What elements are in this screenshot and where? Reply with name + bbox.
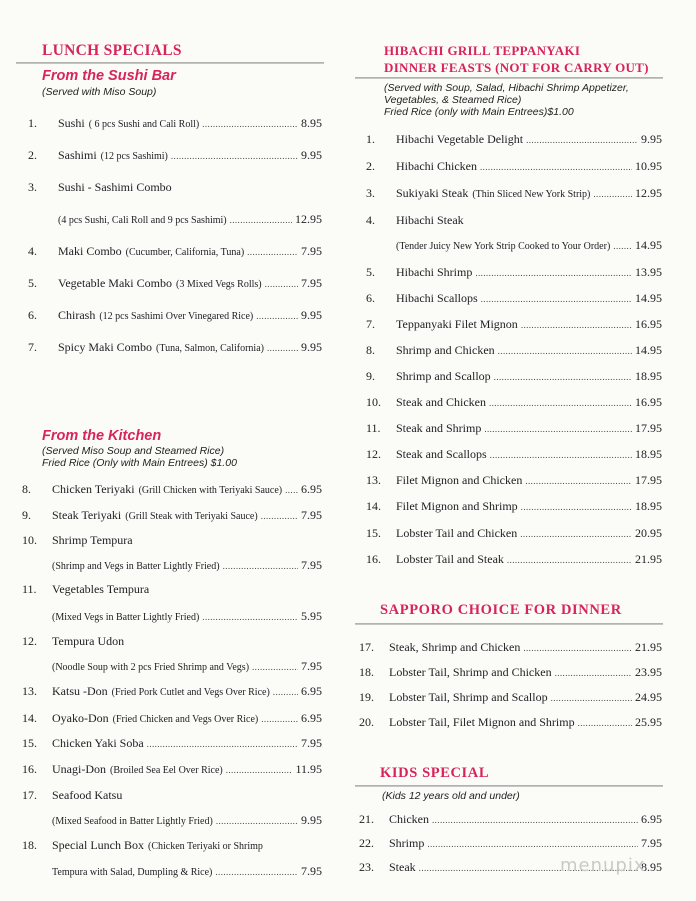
menu-item bbox=[22, 837, 322, 855]
menu-item-number: 19. bbox=[359, 690, 374, 704]
menu-item-detail: (3 Mixed Vegs Rolls) bbox=[175, 279, 262, 290]
menu-item-number: 1. bbox=[366, 132, 375, 146]
hibachi-note: (Served with Soup, Salad, Hibachi Shrimp Appetizer, Vegetables, & Steamed Rice) Fried Rice (only with Main Entrees)$1.00 bbox=[384, 82, 629, 118]
dot-leader bbox=[521, 499, 632, 515]
menu-item-name: Oyako-Don bbox=[52, 711, 109, 725]
menu-item-detail: (12 pcs Sashimi) bbox=[100, 151, 168, 162]
dot-leader bbox=[507, 552, 632, 568]
menu-item bbox=[22, 481, 322, 499]
menu-item-name: Special Lunch Box bbox=[52, 838, 144, 852]
dot-leader bbox=[520, 526, 632, 542]
menu-item bbox=[359, 811, 662, 828]
menu-item-price: 6.95 bbox=[301, 482, 322, 496]
menu-item-price: 7.95 bbox=[301, 659, 322, 673]
menu-item-price: 9.95 bbox=[301, 813, 322, 827]
menu-item-name: Hibachi Scallops bbox=[396, 291, 478, 305]
menu-item bbox=[366, 158, 662, 175]
menu-item bbox=[22, 735, 322, 752]
menu-item-name: Lobster Tail and Chicken bbox=[396, 526, 518, 540]
dot-leader bbox=[475, 265, 632, 281]
kids-heading-rule bbox=[355, 785, 663, 787]
menu-item-name: Maki Combo bbox=[58, 244, 122, 258]
menu-item-price: 20.95 bbox=[635, 526, 662, 540]
menu-item bbox=[366, 368, 662, 385]
menu-item-price: 10.95 bbox=[635, 159, 662, 173]
menu-item bbox=[366, 264, 662, 281]
dot-leader bbox=[202, 609, 298, 625]
menu-item-name: Katsu -Don bbox=[52, 684, 108, 698]
menu-item-name: Teppanyaki Filet Mignon bbox=[396, 317, 518, 331]
menu-item-name: Hibachi Chicken bbox=[396, 159, 477, 173]
menu-item-detail: (Fried Chicken and Vegs Over Rice) bbox=[112, 714, 259, 725]
menu-item-number: 6. bbox=[28, 308, 37, 322]
hibachi-heading-line2: DINNER FEASTS (NOT FOR CARRY OUT) bbox=[384, 60, 649, 75]
menu-item-number: 8. bbox=[366, 343, 375, 357]
dot-leader bbox=[523, 640, 632, 656]
menu-item-number: 23. bbox=[359, 860, 374, 874]
menu-item bbox=[22, 507, 322, 525]
dot-leader bbox=[252, 659, 298, 675]
dot-leader bbox=[555, 665, 632, 681]
menu-item-number: 2. bbox=[28, 148, 37, 162]
menu-item-price: 25.95 bbox=[635, 715, 662, 729]
dot-leader bbox=[256, 308, 298, 324]
dot-leader bbox=[215, 864, 298, 880]
menu-item-price: 16.95 bbox=[635, 317, 662, 331]
menu-item bbox=[366, 185, 662, 203]
menu-item-price: 21.95 bbox=[635, 552, 662, 566]
menu-item-price: 12.95 bbox=[635, 186, 662, 200]
dot-leader bbox=[202, 116, 298, 132]
menu-item-number: 14. bbox=[22, 711, 37, 725]
menu-item-name: Chicken Teriyaki bbox=[52, 482, 135, 496]
menu-item-detail: (Mixed Vegs in Batter Lightly Fried) bbox=[52, 612, 200, 623]
menu-item bbox=[366, 498, 662, 515]
menu-item-number: 16. bbox=[22, 762, 37, 776]
menu-item-number: 7. bbox=[28, 340, 37, 354]
menu-item bbox=[28, 243, 322, 261]
menu-item bbox=[22, 812, 322, 830]
menu-item-detail: (Chicken Teriyaki or Shrimp bbox=[147, 841, 263, 852]
dot-leader bbox=[494, 369, 632, 385]
menu-item-price: 12.95 bbox=[295, 212, 322, 226]
dot-leader bbox=[267, 340, 298, 356]
dot-leader bbox=[147, 736, 298, 752]
menu-item bbox=[366, 316, 662, 333]
menu-item-name: Seafood Katsu bbox=[52, 788, 123, 802]
menu-item-name: Steak and Scallops bbox=[396, 447, 487, 461]
menu-item-name: Vegetables Tempura bbox=[52, 582, 150, 596]
menu-item-price: 7.95 bbox=[301, 244, 322, 258]
menu-item-name: Lobster Tail, Filet Mignon and Shrimp bbox=[389, 715, 575, 729]
menu-item-price: 6.95 bbox=[301, 684, 322, 698]
menu-item-number: 17. bbox=[359, 640, 374, 654]
menu-item bbox=[366, 551, 662, 568]
menu-item bbox=[28, 307, 322, 325]
dot-leader bbox=[526, 132, 638, 148]
menu-item-name: Filet Mignon and Shrimp bbox=[396, 499, 518, 513]
menu-item-name: Sushi bbox=[58, 116, 85, 130]
menu-item-name: Hibachi Shrimp bbox=[396, 265, 473, 279]
menu-item-price: 7.95 bbox=[301, 276, 322, 290]
menu-item-name: Lobster Tail and Steak bbox=[396, 552, 504, 566]
dot-leader bbox=[432, 812, 638, 828]
menu-item-number: 9. bbox=[22, 508, 31, 522]
menu-item bbox=[28, 211, 322, 229]
menu-item-number: 22. bbox=[359, 836, 374, 850]
menu-item bbox=[366, 446, 662, 463]
menu-item-number: 2. bbox=[366, 159, 375, 173]
menu-item-price: 21.95 bbox=[635, 640, 662, 654]
menu-item-number: 4. bbox=[28, 244, 37, 258]
dot-leader bbox=[521, 317, 632, 333]
menu-item-price: 8.95 bbox=[641, 860, 662, 874]
lunch-heading-rule bbox=[16, 62, 324, 64]
hibachi-heading-rule bbox=[355, 77, 663, 79]
menu-item-number: 17. bbox=[22, 788, 37, 802]
menu-item-number: 13. bbox=[366, 473, 381, 487]
menu-item bbox=[366, 212, 662, 228]
menu-item bbox=[28, 115, 322, 133]
menu-item-detail: Tempura with Salad, Dumpling & Rice) bbox=[52, 867, 213, 878]
menu-item-price: 17.95 bbox=[635, 473, 662, 487]
menu-item-name: Unagi-Don bbox=[52, 762, 106, 776]
menu-item-price: 5.95 bbox=[301, 609, 322, 623]
dot-leader bbox=[285, 482, 298, 498]
menu-item-name: Steak and Chicken bbox=[396, 395, 486, 409]
menu-item-price: 11.95 bbox=[295, 762, 322, 776]
menu-item bbox=[359, 835, 662, 852]
menu-item-price: 18.95 bbox=[635, 499, 662, 513]
menu-item-detail: (Broiled Sea Eel Over Rice) bbox=[110, 765, 223, 776]
menu-item-price: 23.95 bbox=[635, 665, 662, 679]
menu-item-name: Steak and Shrimp bbox=[396, 421, 482, 435]
menu-item bbox=[22, 608, 322, 626]
menu-item-number: 7. bbox=[366, 317, 375, 331]
menu-item-name: Chirash bbox=[58, 308, 96, 322]
menu-item-number: 15. bbox=[22, 736, 37, 750]
menu-item-detail: ( 6 pcs Sushi and Cali Roll) bbox=[88, 119, 200, 130]
menu-item-price: 7.95 bbox=[301, 864, 322, 878]
menu-item-number: 1. bbox=[28, 116, 37, 130]
menu-item-number: 18. bbox=[359, 665, 374, 679]
menu-item bbox=[366, 342, 662, 359]
menu-item-name: Chicken bbox=[389, 812, 429, 826]
menu-item-name: Filet Mignon and Chicken bbox=[396, 473, 523, 487]
menu-item-detail: (Grill Steak with Teriyaki Sauce) bbox=[125, 511, 258, 522]
sushi-bar-note: (Served with Miso Soup) bbox=[42, 86, 157, 98]
menu-item-number: 14. bbox=[366, 499, 381, 513]
menu-item-number: 11. bbox=[22, 582, 37, 596]
menu-item-price: 13.95 bbox=[635, 265, 662, 279]
dot-leader bbox=[551, 690, 632, 706]
menu-item-number: 10. bbox=[22, 533, 37, 547]
menu-item-name: Sashimi bbox=[58, 148, 97, 162]
menu-item-number: 12. bbox=[22, 634, 37, 648]
menu-item-price: 9.95 bbox=[301, 308, 322, 322]
menu-item-number: 21. bbox=[359, 812, 374, 826]
menu-item-price: 7.95 bbox=[301, 736, 322, 750]
sapporo-heading: SAPPORO CHOICE FOR DINNER bbox=[380, 602, 622, 618]
menu-item-number: 16. bbox=[366, 552, 381, 566]
lunch-specials-heading: LUNCH SPECIALS bbox=[42, 42, 182, 59]
dot-leader bbox=[613, 238, 632, 254]
menu-item-detail: (4 pcs Sushi, Cali Roll and 9 pcs Sashimi) bbox=[58, 215, 227, 226]
menu-item-price: 9.95 bbox=[301, 340, 322, 354]
dot-leader bbox=[247, 244, 298, 260]
menu-item-price: 14.95 bbox=[635, 238, 662, 252]
menu-item-name: Shrimp Tempura bbox=[52, 533, 133, 547]
menu-item-name: Shrimp bbox=[389, 836, 425, 850]
menu-item-detail: (Fried Pork Cutlet and Vegs Over Rice) bbox=[111, 687, 270, 698]
dot-leader bbox=[484, 421, 632, 437]
menu-item bbox=[366, 290, 662, 307]
kitchen-subheading: From the Kitchen bbox=[42, 428, 162, 444]
menu-item-price: 14.95 bbox=[635, 343, 662, 357]
dot-leader bbox=[261, 711, 298, 727]
menu-item-price: 7.95 bbox=[301, 508, 322, 522]
dot-leader bbox=[525, 473, 632, 489]
menu-item-number: 20. bbox=[359, 715, 374, 729]
menu-item-number: 3. bbox=[366, 186, 375, 200]
menu-item-price: 18.95 bbox=[635, 369, 662, 383]
menu-item-number: 13. bbox=[22, 684, 37, 698]
menu-item-number: 10. bbox=[366, 395, 381, 409]
dot-leader bbox=[593, 186, 632, 202]
menu-item-name: Steak bbox=[389, 860, 416, 874]
menu-item-name: Chicken Yaki Soba bbox=[52, 736, 144, 750]
menu-item-price: 6.95 bbox=[641, 812, 662, 826]
menu-item-number: 3. bbox=[28, 180, 37, 194]
menu-item-name: Tempura Udon bbox=[52, 634, 125, 648]
menu-item-detail: (Cucumber, California, Tuna) bbox=[125, 247, 245, 258]
menu-item-number: 11. bbox=[366, 421, 381, 435]
menu-item-price: 7.95 bbox=[301, 558, 322, 572]
hibachi-heading-line1: HIBACHI GRILL TEPPANYAKI bbox=[384, 43, 581, 58]
menu-item bbox=[366, 131, 662, 148]
dot-leader bbox=[427, 836, 638, 852]
menu-item-detail: (Grill Chicken with Teriyaki Sauce) bbox=[138, 485, 283, 496]
dot-leader bbox=[216, 813, 298, 829]
menu-item-price: 9.95 bbox=[301, 148, 322, 162]
menu-item bbox=[28, 147, 322, 165]
menu-item-number: 15. bbox=[366, 526, 381, 540]
sushi-bar-subheading: From the Sushi Bar bbox=[42, 68, 176, 84]
menu-item-name: Sukiyaki Steak bbox=[396, 186, 469, 200]
menu-item bbox=[359, 664, 662, 681]
menu-item-number: 4. bbox=[366, 213, 375, 227]
dot-leader bbox=[230, 212, 292, 228]
dot-leader bbox=[261, 508, 298, 524]
menu-item bbox=[28, 275, 322, 293]
menu-item bbox=[22, 658, 322, 676]
menu-item-detail: (Tender Juicy New York Strip Cooked to Your Order) bbox=[396, 241, 611, 252]
menu-item bbox=[359, 714, 662, 731]
menu-item bbox=[366, 237, 662, 255]
menu-item-price: 16.95 bbox=[635, 395, 662, 409]
menu-item bbox=[366, 420, 662, 437]
dot-leader bbox=[481, 291, 632, 307]
dot-leader bbox=[489, 395, 632, 411]
kids-heading: KIDS SPECIAL bbox=[380, 765, 490, 781]
sapporo-heading-rule bbox=[355, 623, 663, 625]
menu-item-detail: (Shrimp and Vegs in Batter Lightly Fried) bbox=[52, 561, 220, 572]
menu-item-detail: (12 pcs Sashimi Over Vinegared Rice) bbox=[99, 311, 254, 322]
menu-item-name: Vegetable Maki Combo bbox=[58, 276, 172, 290]
menu-item-number: 9. bbox=[366, 369, 375, 383]
menu-item-number: 5. bbox=[366, 265, 375, 279]
dot-leader bbox=[490, 447, 632, 463]
menu-item-price: 8.95 bbox=[301, 116, 322, 130]
dot-leader bbox=[171, 148, 298, 164]
menu-item-price: 18.95 bbox=[635, 447, 662, 461]
menu-item-price: 7.95 bbox=[641, 836, 662, 850]
menu-item bbox=[22, 557, 322, 575]
menu-item-name: Hibachi Vegetable Delight bbox=[396, 132, 524, 146]
menu-item-detail: (Thin Sliced New York Strip) bbox=[472, 189, 591, 200]
menu-item-detail: (Noodle Soup with 2 pcs Fried Shrimp and Vegs) bbox=[52, 662, 250, 673]
menu-item-price: 17.95 bbox=[635, 421, 662, 435]
menu-item bbox=[22, 532, 322, 548]
dot-leader bbox=[480, 159, 632, 175]
menu-item bbox=[366, 472, 662, 489]
menu-item-name: Shrimp and Scallop bbox=[396, 369, 491, 383]
menu-item-price: 14.95 bbox=[635, 291, 662, 305]
menu-item-price: 6.95 bbox=[301, 711, 322, 725]
dot-leader bbox=[226, 762, 293, 778]
menu-item bbox=[28, 339, 322, 357]
menu-item bbox=[22, 683, 322, 701]
menu-item-number: 12. bbox=[366, 447, 381, 461]
menu-item-number: 18. bbox=[22, 838, 37, 852]
menu-item-name: Steak, Shrimp and Chicken bbox=[389, 640, 521, 654]
menu-item-detail: (Tuna, Salmon, California) bbox=[156, 343, 264, 354]
menu-item-price: 9.95 bbox=[641, 132, 662, 146]
menu-item-number: 6. bbox=[366, 291, 375, 305]
menu-item-name: Shrimp and Chicken bbox=[396, 343, 495, 357]
menu-item bbox=[366, 525, 662, 542]
menupix-watermark: menupix bbox=[560, 855, 646, 876]
menu-item-name: Hibachi Steak bbox=[396, 213, 464, 227]
kitchen-note: (Served Miso Soup and Steamed Rice) Fried Rice (Only with Main Entrees) $1.00 bbox=[42, 445, 237, 469]
menu-item-number: 5. bbox=[28, 276, 37, 290]
kids-note: (Kids 12 years old and under) bbox=[382, 790, 520, 802]
menu-item-detail: (Mixed Seafood in Batter Lightly Fried) bbox=[52, 816, 213, 827]
menu-item-price: 24.95 bbox=[635, 690, 662, 704]
menu-item bbox=[22, 787, 322, 803]
dot-leader bbox=[578, 715, 632, 731]
menu-item bbox=[22, 863, 322, 881]
menu-item bbox=[22, 710, 322, 728]
menu-item-name: Steak Teriyaki bbox=[52, 508, 122, 522]
dot-leader bbox=[498, 343, 632, 359]
menu-item-number: 8. bbox=[22, 482, 31, 496]
menu-item bbox=[359, 689, 662, 706]
menu-item bbox=[22, 581, 322, 597]
menu-item-name: Spicy Maki Combo bbox=[58, 340, 153, 354]
menu-item-name: Sushi - Sashimi Combo bbox=[58, 180, 172, 194]
menu-item bbox=[359, 639, 662, 656]
menu-item bbox=[366, 394, 662, 411]
menu-item-name: Lobster Tail, Shrimp and Chicken bbox=[389, 665, 552, 679]
menu-item bbox=[22, 633, 322, 649]
dot-leader bbox=[223, 558, 298, 574]
dot-leader bbox=[273, 684, 298, 700]
menu-item bbox=[22, 761, 322, 779]
menu-item-name: Lobster Tail, Shrimp and Scallop bbox=[389, 690, 548, 704]
menu-item bbox=[28, 179, 322, 195]
dot-leader bbox=[265, 276, 298, 292]
